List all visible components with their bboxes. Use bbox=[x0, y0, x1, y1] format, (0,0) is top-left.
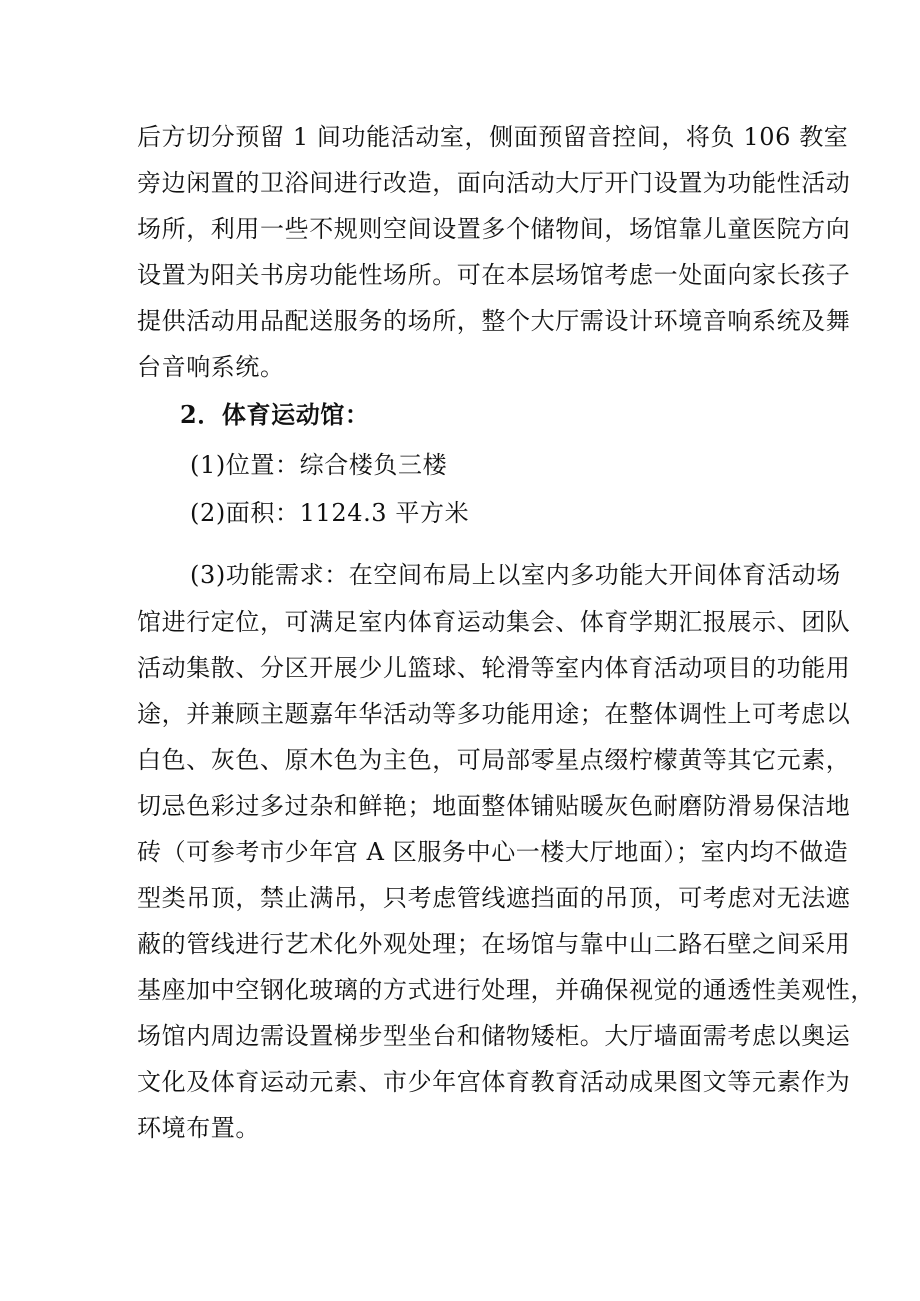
function-line-6: 切忌色彩过多过杂和鲜艳；地面整体铺贴暖灰色耐磨防滑易保洁地 bbox=[137, 792, 851, 820]
section-number: 2． bbox=[180, 400, 222, 429]
intro-line-2: 旁边闲置的卫浴间进行改造，面向活动大厅开门设置为功能性活动 bbox=[137, 169, 851, 197]
function-line-12: 文化及体育运动元素、市少年宫体育教育活动成果图文等元素作为 bbox=[137, 1068, 851, 1096]
function-line-8: 型类吊顶，禁止满吊，只考虑管线遮挡面的吊顶，可考虑对无法遮 bbox=[137, 884, 851, 912]
function-line-5: 白色、灰色、原木色为主色，可局部零星点缀柠檬黄等其它元素， bbox=[137, 746, 851, 774]
function-line-7: 砖（可参考市少年宫 A 区服务中心一楼大厅地面）；室内均不做造 bbox=[137, 838, 849, 866]
section-heading bbox=[180, 400, 370, 430]
function-line-2: 馆进行定位，可满足室内体育运动集会、体育学期汇报展示、团队 bbox=[137, 608, 851, 636]
location-item: (1)位置：综合楼负三楼 bbox=[190, 451, 448, 479]
function-line-3: 活动集散、分区开展少儿篮球、轮滑等室内体育活动项目的功能用 bbox=[137, 654, 851, 682]
function-line-1: (3)功能需求：在空间布局上以室内多功能大开间体育活动场 bbox=[190, 561, 841, 589]
function-line-4: 途，并兼顾主题嘉年华活动等多功能用途；在整体调性上可考虑以 bbox=[137, 700, 851, 728]
function-line-11: 场馆内周边需设置梯步型坐台和储物矮柜。大厅墙面需考虑以奥运 bbox=[137, 1022, 851, 1050]
intro-line-6: 台音响系统。 bbox=[137, 353, 285, 381]
area-item: (2)面积：1124.3 平方米 bbox=[190, 499, 470, 527]
intro-line-3: 场所，利用一些不规则空间设置多个储物间，场馆靠儿童医院方向 bbox=[137, 215, 851, 243]
function-line-9: 蔽的管线进行艺术化外观处理；在场馆与靠中山二路石壁之间采用 bbox=[137, 930, 851, 958]
function-line-13: 环境布置。 bbox=[137, 1114, 260, 1142]
intro-line-1: 后方切分预留 1 间功能活动室，侧面预留音控间，将负 106 教室 bbox=[137, 123, 849, 151]
intro-line-4: 设置为阳关书房功能性场所。可在本层场馆考虑一处面向家长孩子 bbox=[137, 261, 851, 289]
section-title: 体育运动馆： bbox=[221, 400, 370, 429]
function-line-10: 基座加中空钢化玻璃的方式进行处理，并确保视觉的通透性美观性， bbox=[137, 976, 875, 1004]
intro-line-5: 提供活动用品配送服务的场所，整个大厅需设计环境音响系统及舞 bbox=[137, 307, 851, 335]
